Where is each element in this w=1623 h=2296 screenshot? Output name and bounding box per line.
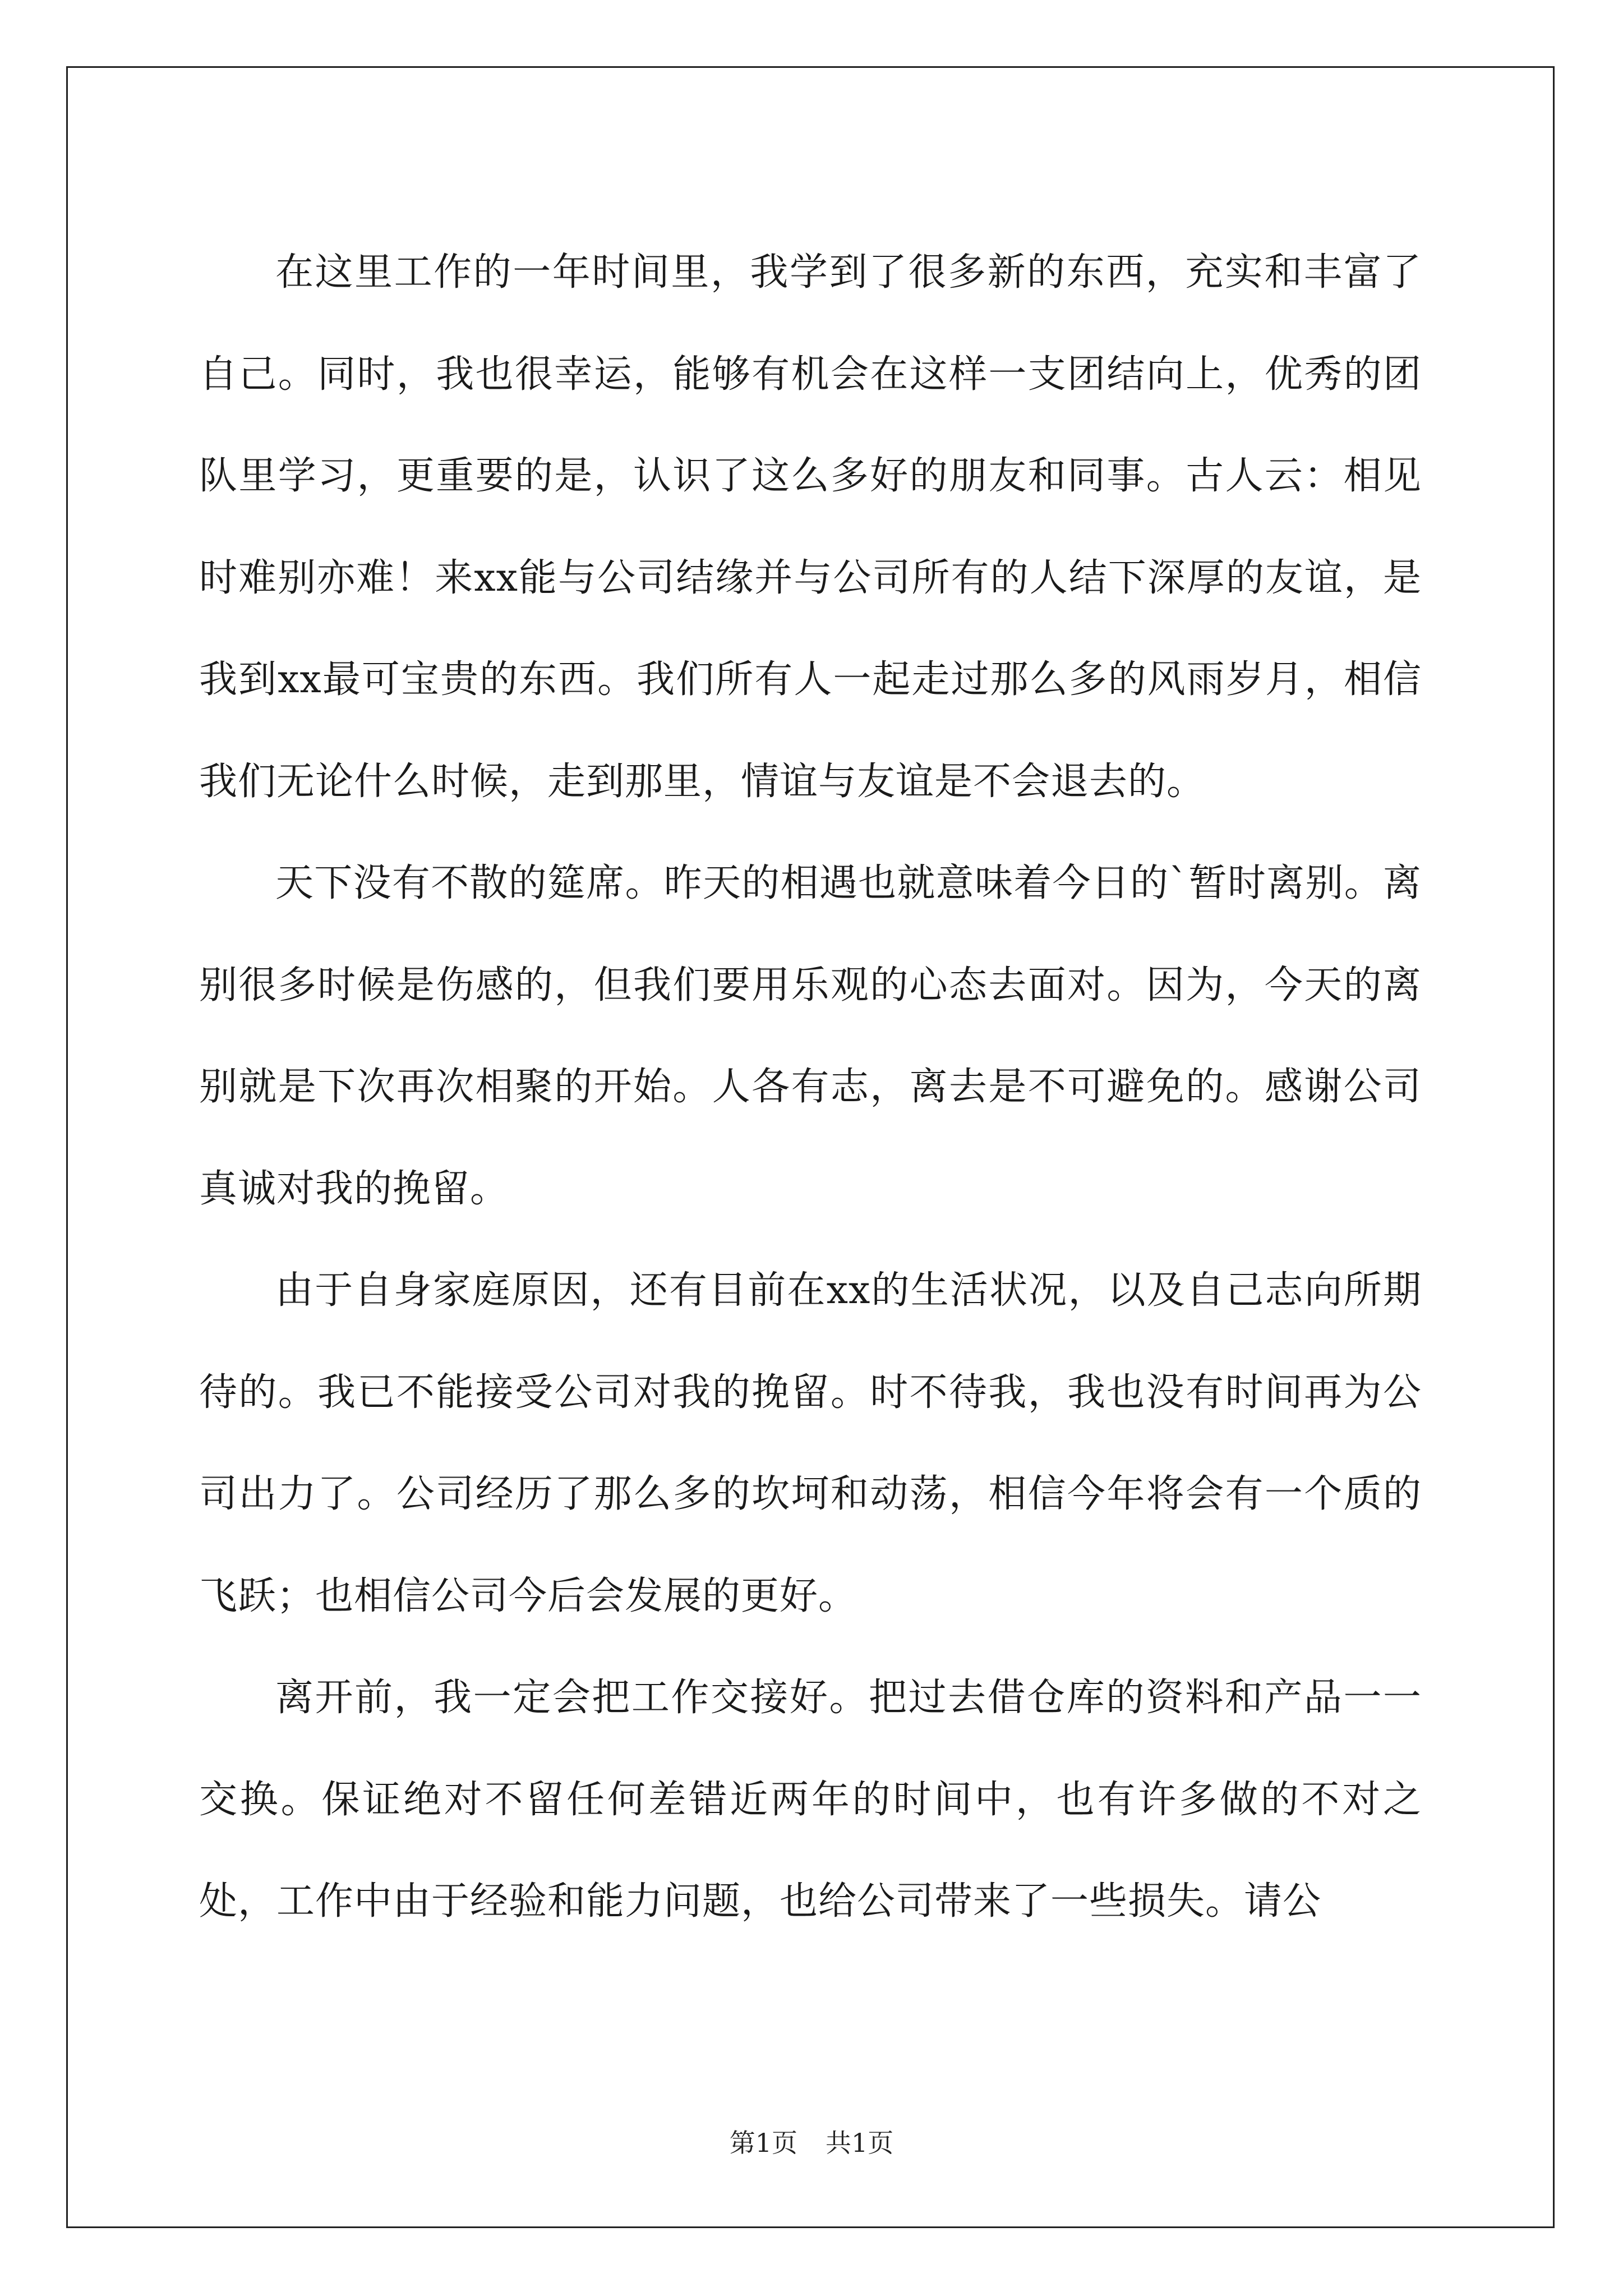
page-number-total: 共1页 bbox=[826, 2128, 894, 2158]
paragraph-4: 离开前，我一定会把工作交接好。把过去借仓库的资料和产品一一交换。保证绝对不留任何差错近两年的时间中，也有许多做的不对之处，工作中由于经验和能力问题，也给公司带来了一些损失。请公 bbox=[199, 1676, 1422, 1924]
paragraph-2: 天下没有不散的筵席。昨天的相遇也就意味着今日的`暂时离别。离别很多时候是伤感的，但我们要用乐观的心态去面对。因为，今天的离别就是下次再次相聚的开始。人各有志，离去是不可避免的。感谢公司真诚对我的挽留。 bbox=[199, 861, 1422, 1211]
paragraph-3: 由于自身家庭原因，还有目前在xx的生活状况，以及自己志向所期待的。我已不能接受公司对我的挽留。时不待我，我也没有时间再为公司出力了。公司经历了那么多的坎坷和动荡，相信今年将会有一个质的飞跃；也相信公司今后会发展的更好。 bbox=[199, 1268, 1422, 1618]
page-number-current: 第1页 bbox=[729, 2128, 797, 2158]
document-body bbox=[199, 222, 1422, 1953]
page-footer bbox=[0, 2126, 1623, 2160]
paragraph-1: 在这里工作的一年时间里，我学到了很多新的东西，充实和丰富了自己。同时，我也很幸运，能够有机会在这样一支团结向上，优秀的团队里学习，更重要的是，认识了这么多好的朋友和同事。古人云：相见时难别亦难！来xx能与公司结缘并与公司所有的人结下深厚的友谊，是我到xx最可宝贵的东西。我们所有人一起走过那么多的风雨岁月，相信我们无论什么时候，走到那里，情谊与友谊是不会退去的。 bbox=[199, 250, 1422, 804]
